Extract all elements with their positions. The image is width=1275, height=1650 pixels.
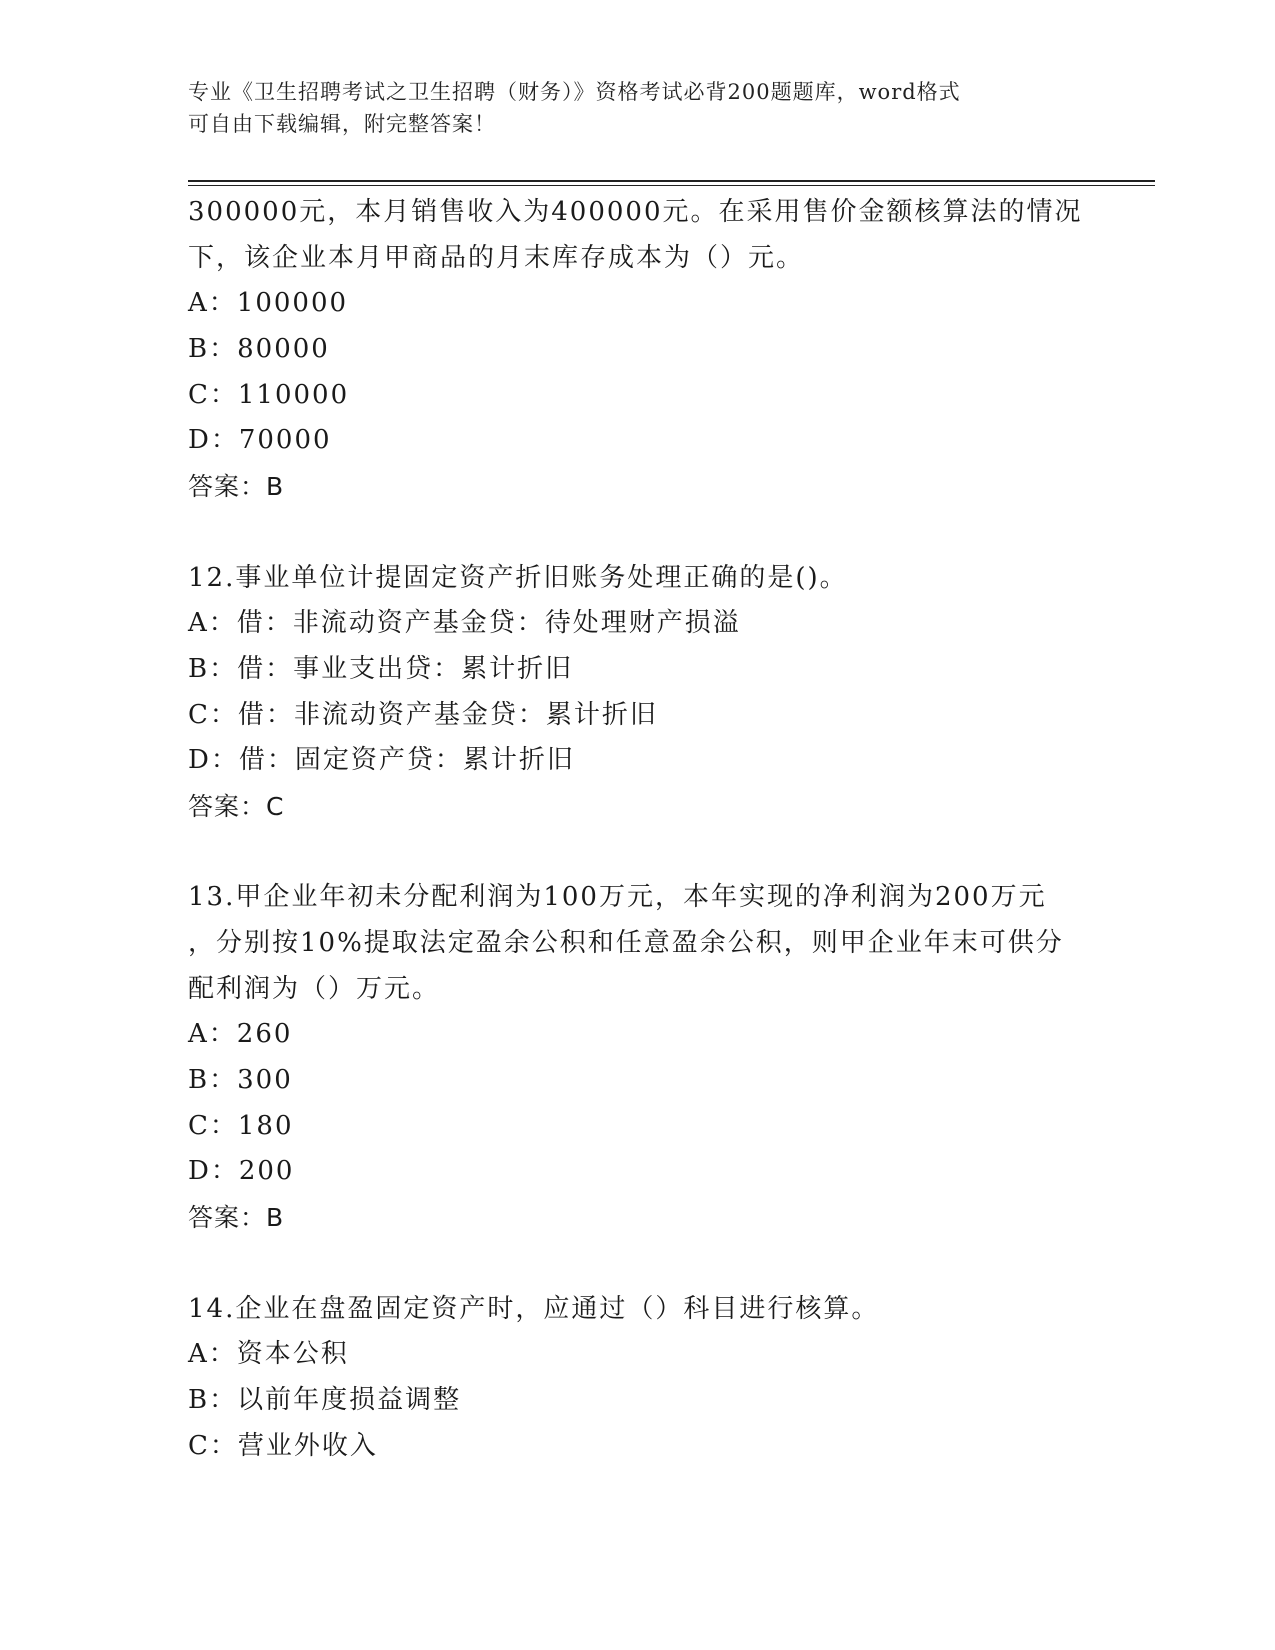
question-12 [188, 556, 1088, 830]
option-b: B：以前年度损益调整 [188, 1384, 462, 1415]
option-c: C：110000 [188, 379, 350, 410]
question-spacer [188, 830, 1088, 876]
question-stem-line: 14.企业在盘盈固定资产时，应通过（）科目进行核算。 [188, 1293, 880, 1324]
header-rule-thick [188, 180, 1155, 182]
answer-label: 答案：B [188, 472, 285, 502]
option-b: B：300 [188, 1065, 293, 1096]
question-stem-line: 12.事业单位计提固定资产折旧账务处理正确的是()。 [188, 562, 848, 593]
header-line-1: 专业《卫生招聘考试之卫生招聘（财务）》资格考试必背200题题库，word格式 [188, 80, 961, 104]
question-14 [188, 1287, 1088, 1470]
option-d: D：借：固定资产贷：累计折旧 [188, 745, 575, 776]
header-rule-thin [188, 185, 1155, 186]
answer-label: 答案：C [188, 791, 285, 821]
question-11 [188, 190, 1088, 510]
option-d: D：200 [188, 1156, 295, 1187]
question-13 [188, 875, 1088, 1241]
answer-label: 答案：B [188, 1203, 285, 1233]
question-spacer [188, 510, 1088, 556]
question-list [188, 190, 1088, 1469]
option-a: A：借：非流动资产基金贷：待处理财产损溢 [188, 608, 741, 639]
option-a: A：资本公积 [188, 1339, 349, 1370]
question-stem-line: 300000元，本月销售收入为400000元。在采用售价金额核算法的情况 [188, 197, 1083, 227]
option-b: B：借：事业支出贷：累计折旧 [188, 653, 574, 684]
option-a: A：260 [188, 1019, 293, 1050]
option-a: A：100000 [188, 288, 349, 319]
document-header [188, 76, 1088, 140]
header-line-2: 可自由下载编辑，附完整答案！ [188, 112, 496, 136]
option-b: B：80000 [188, 334, 330, 365]
question-stem-line: 配利润为（）万元。 [188, 973, 441, 1004]
question-stem-line: 13.甲企业年初未分配利润为100万元，本年实现的净利润为200万元 [188, 882, 1047, 913]
option-c: C：营业外收入 [188, 1430, 378, 1461]
option-d: D：70000 [188, 425, 332, 456]
question-spacer [188, 1241, 1088, 1287]
option-c: C：180 [188, 1110, 294, 1141]
option-c: C：借：非流动资产基金贷：累计折旧 [188, 699, 658, 730]
question-stem-line: ，分别按10%提取法定盈余公积和任意盈余公积，则甲企业年末可供分 [188, 928, 1064, 958]
question-stem-line: 下，该企业本月甲商品的月末库存成本为（）元。 [188, 242, 805, 273]
